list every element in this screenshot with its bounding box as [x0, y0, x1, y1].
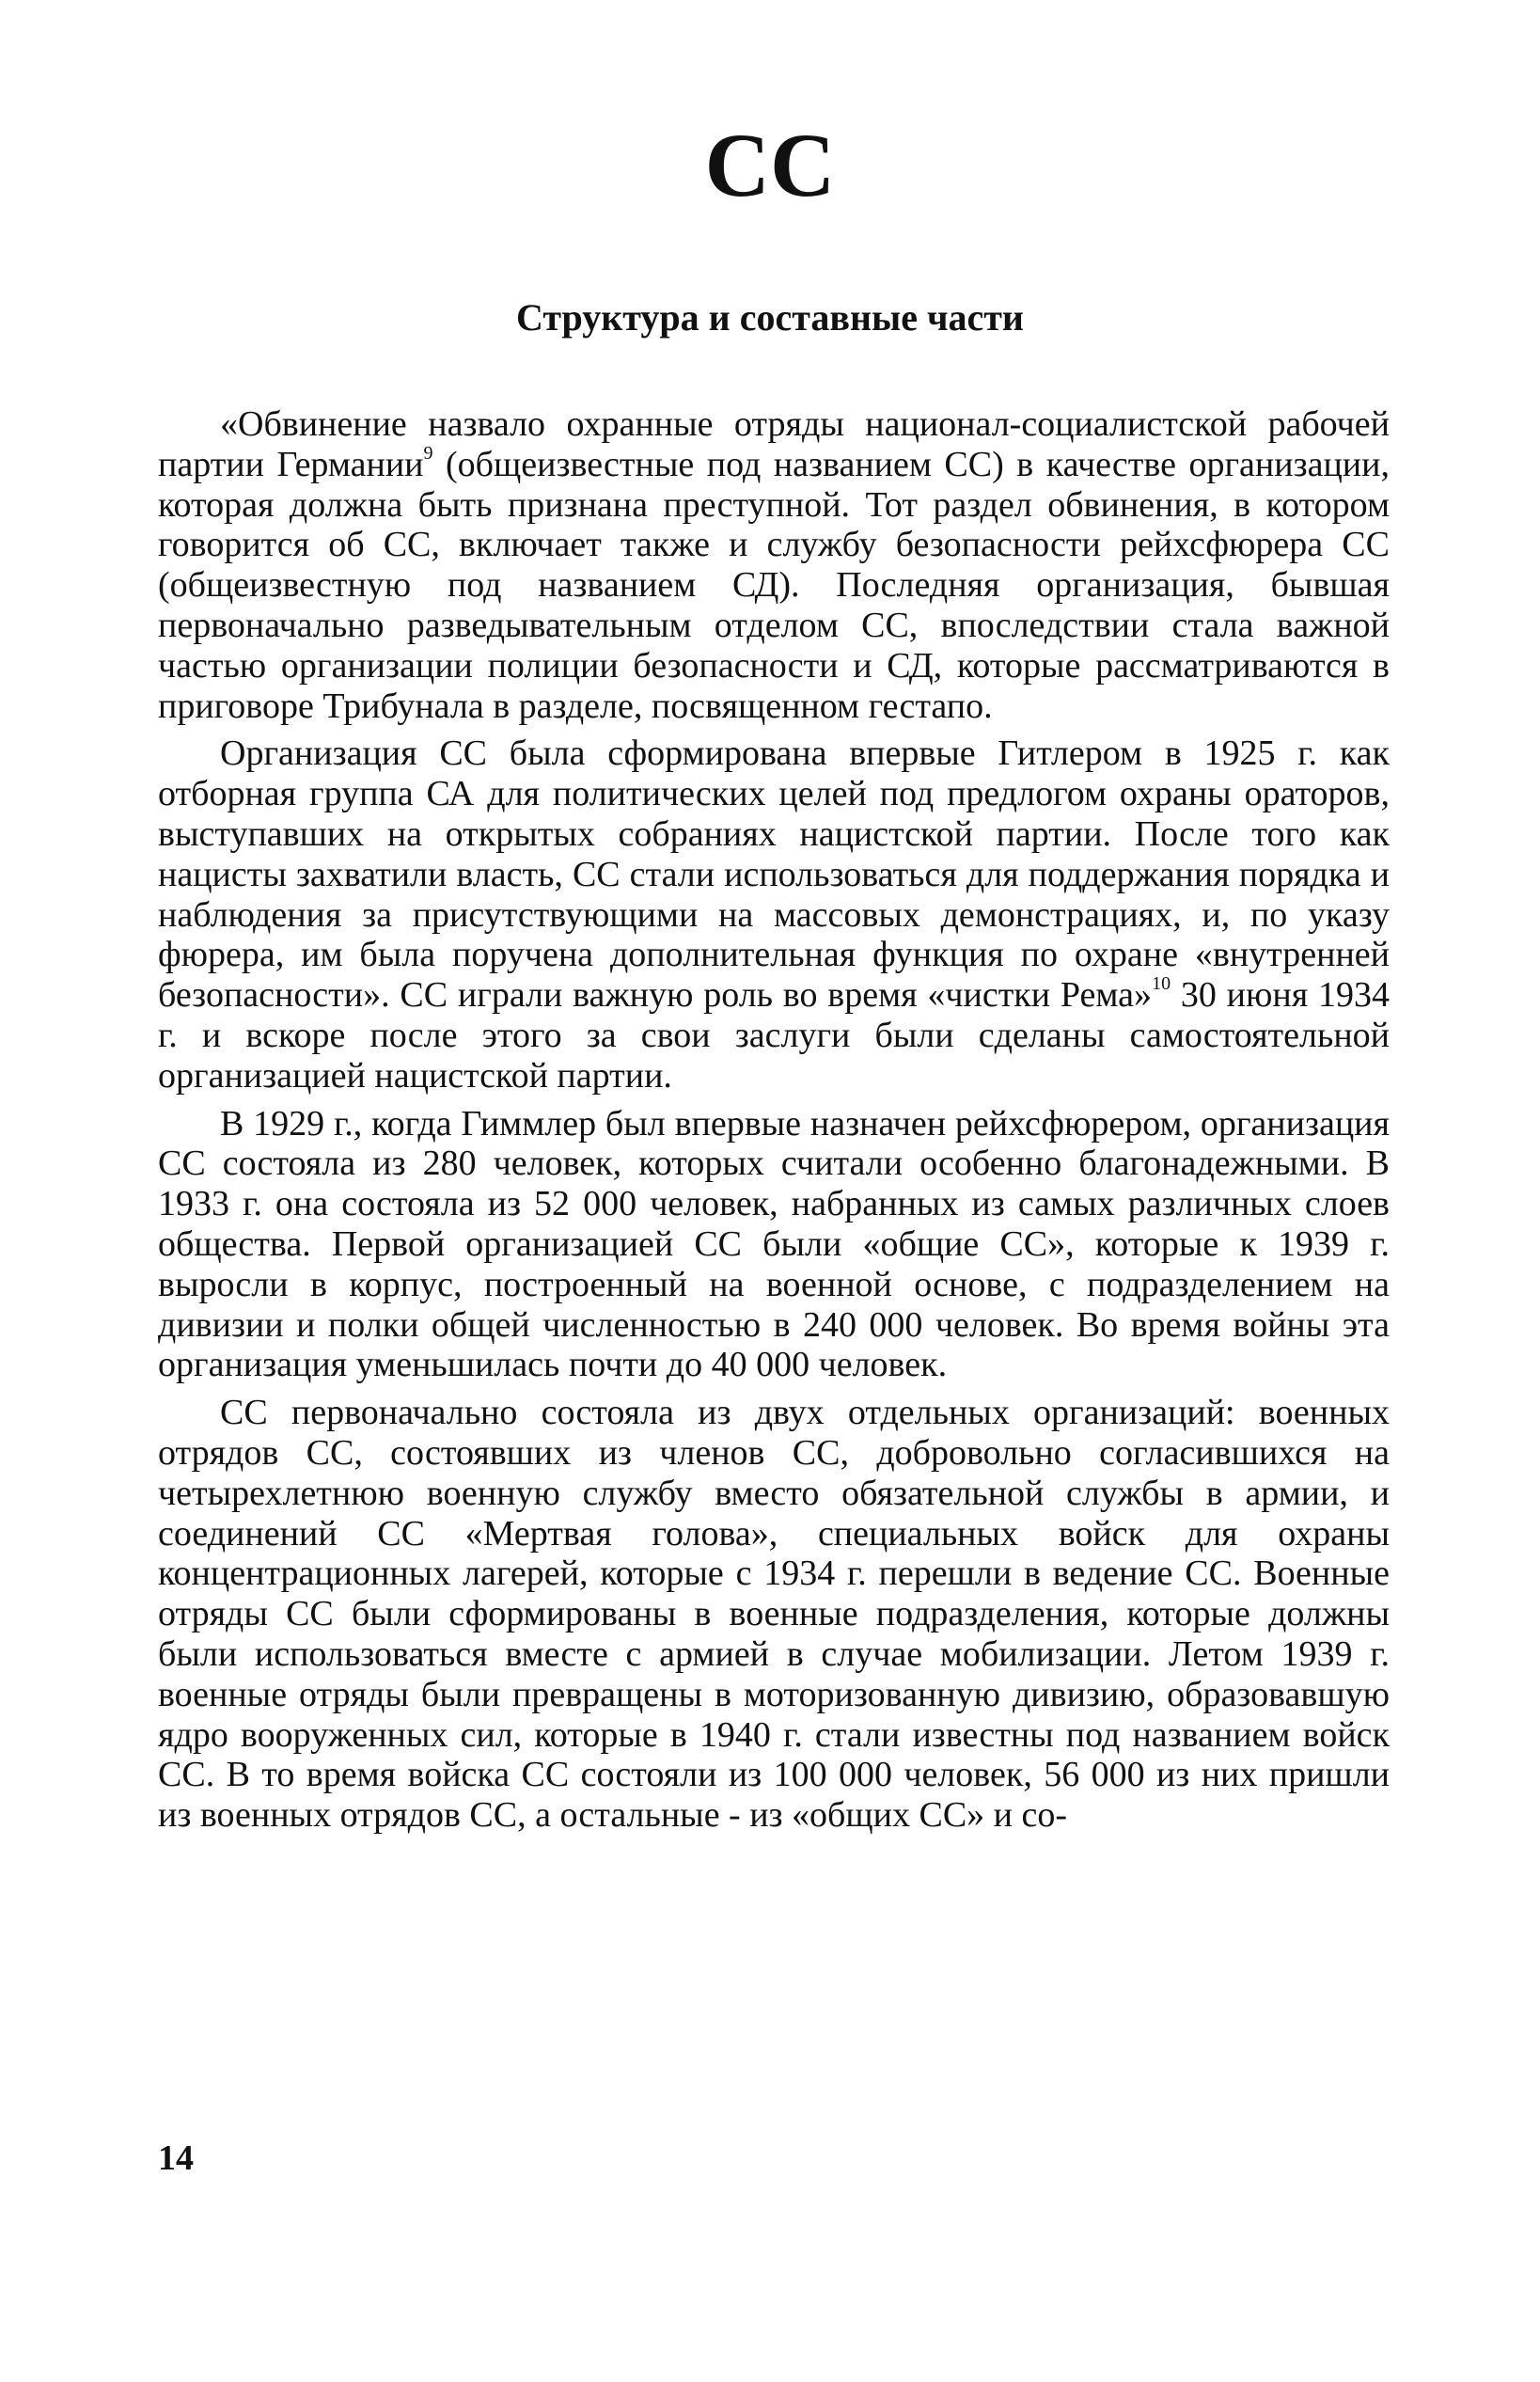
paragraph-text: СС первоначально состояла из двух отдельных организаций: военных отрядов СС, состоявших из членов СС, добровольно согласившихся на четырехлетнюю военную службу вместо обязательной службы в армии, и соединений СС «Мертвая голова», специальных войск для охраны концентрационных лагерей, которые с 1934 г. перешли в ведение СС. Военные отряды СС были сформированы в военные подразделения, которые должны были использоваться вместе с армией в случае мобилизации. Летом 1939 г. военные отряды были превращены в моторизованную дивизию, образовавшую ядро вооруженных сил, которые в 1940 г. стали известны под названием войск СС. В то время войска СС состояли из 100 000 человек, 56 000 из них пришли из военных отрядов СС, а остальные - из «общих СС» и со- — [158, 1393, 1390, 1836]
page-title: СС — [704, 115, 836, 215]
paragraph-4 — [158, 1393, 1390, 1836]
paragraph-text: «Обвинение назвало охранные отряды национал-социалистской рабочей партии Германии — [158, 404, 1390, 484]
paragraph-2 — [158, 734, 1390, 1096]
paragraph-text: 30 июня 1934 г. и вскоре после этого за свои заслуги были сделаны самостоятельной организацией нацистской партии. — [158, 975, 1390, 1096]
paragraph-3 — [158, 1104, 1390, 1386]
paragraph-text: (общеизвестные под названием СС) в качестве организации, которая должна быть признана преступной. Тот раздел обвинения, в котором говорится об СС, включает также и службу безопасности рейхсфюрера СС (общеизвестную под названием СД). Последняя организация, бывшая первоначально разведывательным отделом СС, впоследствии стала важной частью организации полиции безопасности и СД, которые рассматриваются в приговоре Трибунала в разделе, посвященном гестапо. — [158, 444, 1390, 726]
paragraph-text: В 1929 г., когда Гиммлер был впервые назначен рейхсфюрером, организация СС состояла из 280 человек, которых считали особенно благонадежными. В 1933 г. она состояла из 52 000 человек, набранных из самых различных слоев общества. Первой организацией СС были «общие СС», которые к 1939 г. выросли в корпус, построенный на военной основе, с подразделением на дивизии и полки общей численностью в 240 000 человек. Во время войны эта организация уменьшилась почти до 40 000 человек. — [158, 1103, 1390, 1385]
footnote-marker: 10 — [1152, 973, 1171, 995]
page-number: 14 — [158, 2138, 194, 2178]
paragraph-1 — [158, 404, 1390, 726]
section-title: Структура и составные части — [516, 296, 1024, 339]
footnote-marker: 9 — [423, 442, 433, 464]
paragraph-text: Организация СС была сформирована впервые Гитлером в 1925 г. как отборная группа СА для политических целей под предлогом охраны ораторов, выступавших на открытых собраниях нацистской партии. После того как нацисты захватили власть, СС стали использоваться для поддержания порядка и наблюдения за присутствующими на массовых демонстрациях, и, по указу фюрера, им была поручена дополнительная функция по охране «внутренней безопасности». СС играли важную роль во время «чистки Рема» — [158, 734, 1390, 1016]
body-text — [158, 404, 1390, 1843]
